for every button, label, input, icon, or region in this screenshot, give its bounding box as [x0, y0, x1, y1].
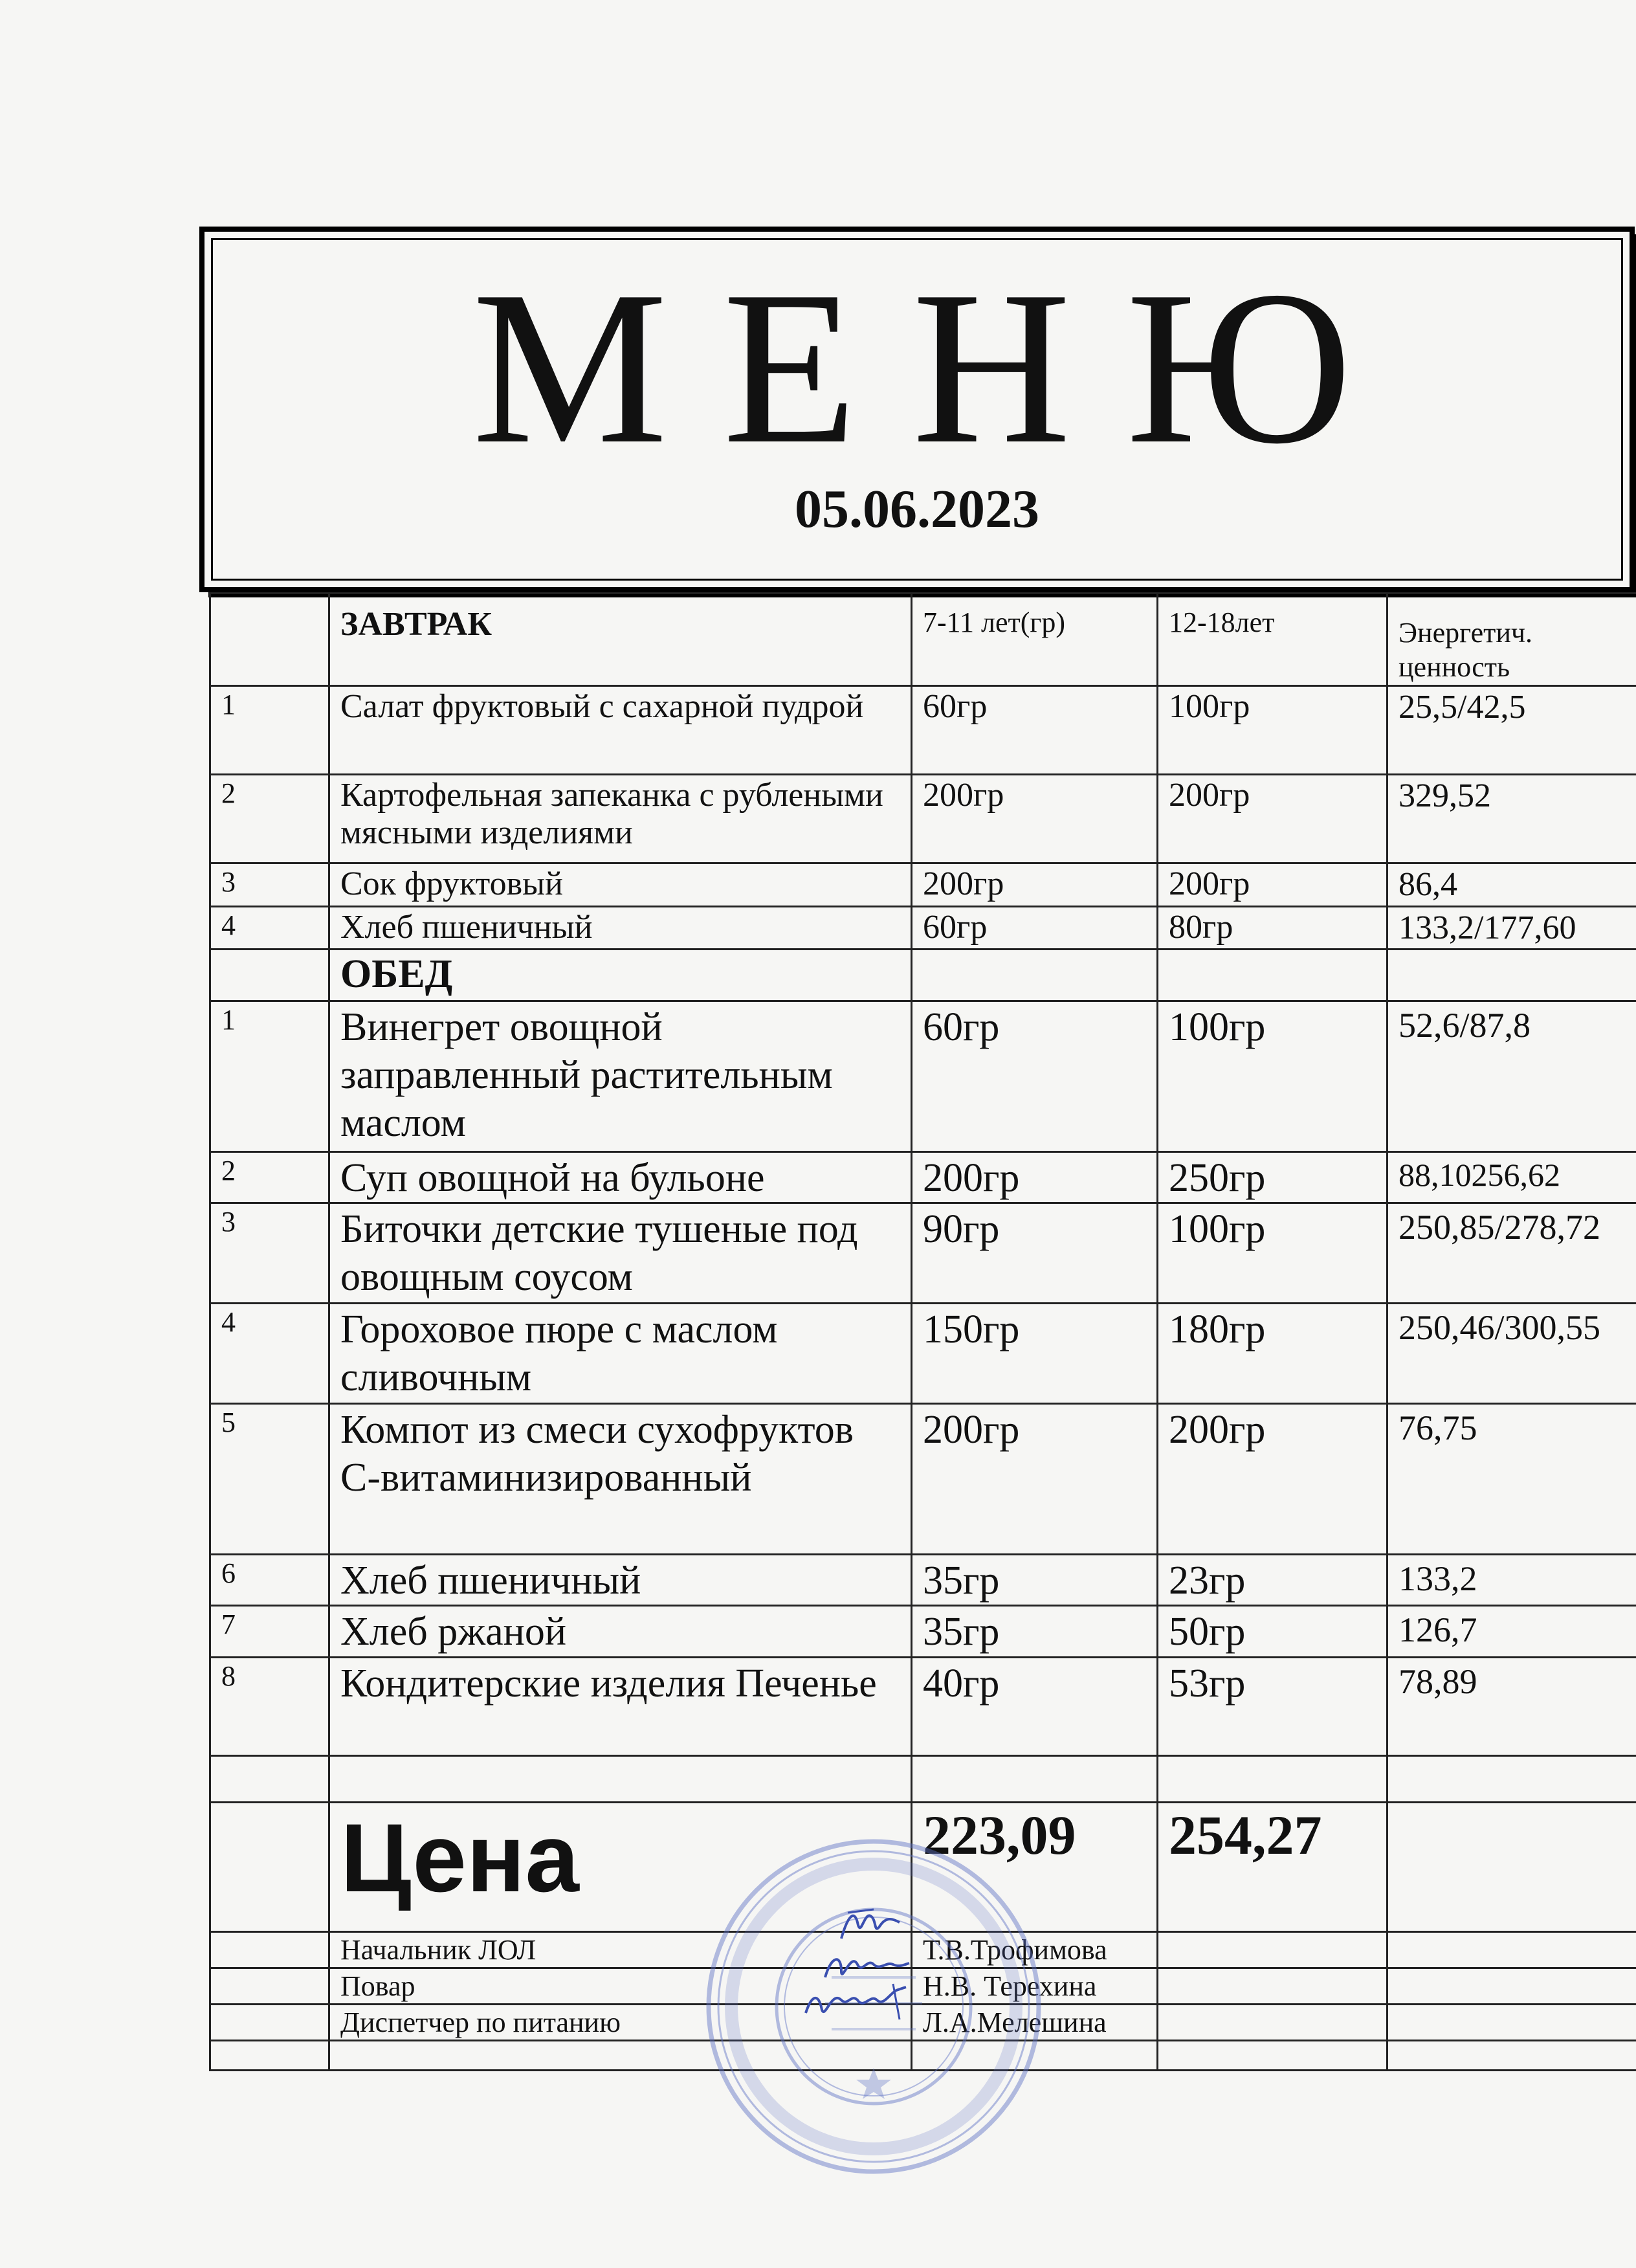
- col-age-7-11: 7-11 лет(гр): [912, 594, 1158, 686]
- signature-row: [210, 1968, 1636, 2004]
- item-energy: 133,2: [1387, 1554, 1636, 1605]
- table-row: [210, 1554, 1636, 1605]
- table-row: [210, 1657, 1636, 1755]
- item-num: 2: [210, 1151, 329, 1203]
- item-num: 3: [210, 863, 329, 906]
- item-energy: 76,75: [1387, 1403, 1636, 1554]
- empty-cell: [912, 1755, 1158, 1802]
- item-energy: 25,5/42,5: [1387, 685, 1636, 774]
- empty-row: [210, 1755, 1636, 1802]
- table-row: [210, 906, 1636, 949]
- item-weight-12-18: 100гр: [1158, 1203, 1387, 1303]
- breakfast-section-title: ЗАВТРАК: [329, 594, 912, 686]
- item-weight-7-11: 35гр: [912, 1554, 1158, 1605]
- empty-cell: [1158, 2040, 1387, 2070]
- breakfast-header-row: [210, 594, 1636, 686]
- item-energy: 52,6/87,8: [1387, 1001, 1636, 1151]
- table-row: [210, 1403, 1636, 1554]
- page-title: МЕНЮ: [472, 245, 1408, 489]
- empty-cell: [1387, 1968, 1636, 2004]
- empty-cell: [1158, 949, 1387, 1001]
- item-weight-7-11: 200гр: [912, 863, 1158, 906]
- signature-role: Повар: [329, 1968, 912, 2004]
- empty-cell: [210, 1755, 329, 1802]
- item-weight-7-11: 150гр: [912, 1303, 1158, 1403]
- item-energy: 250,46/300,55: [1387, 1303, 1636, 1403]
- item-weight-12-18: 180гр: [1158, 1303, 1387, 1403]
- item-weight-12-18: 23гр: [1158, 1554, 1387, 1605]
- item-num: 3: [210, 1203, 329, 1303]
- item-weight-12-18: 100гр: [1158, 1001, 1387, 1151]
- signature-role: Диспетчер по питанию: [329, 2004, 912, 2040]
- empty-cell: [1387, 1802, 1636, 1931]
- item-energy: 86,4: [1387, 863, 1636, 906]
- empty-cell: [210, 1802, 329, 1931]
- header-box: [199, 227, 1635, 592]
- empty-cell: [1387, 949, 1636, 1001]
- empty-cell: [1158, 1931, 1387, 1968]
- table-row: [210, 685, 1636, 774]
- item-name: Винегрет овощной заправленный растительным маслом: [329, 1001, 912, 1151]
- empty-cell: [1158, 1968, 1387, 2004]
- col-energy: Энергетич. ценность: [1387, 594, 1636, 686]
- table-row: [210, 1203, 1636, 1303]
- item-weight-12-18: 200гр: [1158, 774, 1387, 863]
- item-energy: 329,52: [1387, 774, 1636, 863]
- price-12-18: 254,27: [1158, 1802, 1387, 1931]
- signature-row: [210, 2004, 1636, 2040]
- item-weight-7-11: 60гр: [912, 685, 1158, 774]
- empty-cell: [1387, 1755, 1636, 1802]
- lunch-section-title: ОБЕД: [329, 949, 912, 1001]
- col-age-12-18: 12-18лет: [1158, 594, 1387, 686]
- item-weight-7-11: 90гр: [912, 1203, 1158, 1303]
- empty-cell: [210, 1968, 329, 2004]
- item-weight-7-11: 200гр: [912, 1403, 1158, 1554]
- price-label: Цена: [329, 1802, 912, 1931]
- item-weight-12-18: 53гр: [1158, 1657, 1387, 1755]
- empty-cell: [912, 949, 1158, 1001]
- table-row: [210, 1606, 1636, 1657]
- item-weight-7-11: 40гр: [912, 1657, 1158, 1755]
- empty-cell: [210, 1931, 329, 1968]
- item-num: 1: [210, 685, 329, 774]
- empty-row: [210, 2040, 1636, 2070]
- item-name: Суп овощной на бульоне: [329, 1151, 912, 1203]
- item-name: Биточки детские тушеные под овощным соусом: [329, 1203, 912, 1303]
- table-row: [210, 1001, 1636, 1151]
- signature-name: Т.В.Трофимова: [912, 1931, 1158, 1968]
- item-name: Картофельная запеканка с рублеными мясными изделиями: [329, 774, 912, 863]
- item-name: Кондитерские изделия Печенье: [329, 1657, 912, 1755]
- signature-name: Л.А.Мелешина: [912, 2004, 1158, 2040]
- table-row: [210, 774, 1636, 863]
- signature-role: Начальник ЛОЛ: [329, 1931, 912, 1968]
- empty-cell: [1387, 2040, 1636, 2070]
- item-weight-12-18: 80гр: [1158, 906, 1387, 949]
- item-name: Салат фруктовый с сахарной пудрой: [329, 685, 912, 774]
- item-name: Хлеб пшеничный: [329, 906, 912, 949]
- item-weight-7-11: 200гр: [912, 1151, 1158, 1203]
- item-name: Сок фруктовый: [329, 863, 912, 906]
- item-weight-12-18: 50гр: [1158, 1606, 1387, 1657]
- item-num: 1: [210, 1001, 329, 1151]
- item-name: Компот из смеси сухофруктов С-витаминизированный: [329, 1403, 912, 1554]
- item-weight-12-18: 200гр: [1158, 1403, 1387, 1554]
- empty-cell: [912, 2040, 1158, 2070]
- empty-cell: [210, 2004, 329, 2040]
- item-energy: 78,89: [1387, 1657, 1636, 1755]
- empty-cell: [1158, 1755, 1387, 1802]
- empty-cell: [1387, 2004, 1636, 2040]
- item-weight-7-11: 60гр: [912, 1001, 1158, 1151]
- item-num: 7: [210, 1606, 329, 1657]
- item-name: Хлеб ржаной: [329, 1606, 912, 1657]
- item-weight-7-11: 60гр: [912, 906, 1158, 949]
- price-row: [210, 1802, 1636, 1931]
- empty-cell: [1158, 2004, 1387, 2040]
- item-energy: 88,10256,62: [1387, 1151, 1636, 1203]
- header-num-cell: [210, 949, 329, 1001]
- empty-cell: [329, 1755, 912, 1802]
- item-weight-12-18: 200гр: [1158, 863, 1387, 906]
- header-num-cell: [210, 594, 329, 686]
- menu-table: [209, 592, 1636, 2071]
- table-row: [210, 863, 1636, 906]
- empty-cell: [329, 2040, 912, 2070]
- table-row: [210, 1303, 1636, 1403]
- item-num: 4: [210, 1303, 329, 1403]
- item-name: Хлеб пшеничный: [329, 1554, 912, 1605]
- menu-date: 05.06.2023: [795, 479, 1039, 539]
- price-7-11: 223,09: [912, 1802, 1158, 1931]
- item-energy: 126,7: [1387, 1606, 1636, 1657]
- signature-row: [210, 1931, 1636, 1968]
- item-weight-7-11: 35гр: [912, 1606, 1158, 1657]
- empty-cell: [1387, 1931, 1636, 1968]
- item-energy: 250,85/278,72: [1387, 1203, 1636, 1303]
- item-num: 5: [210, 1403, 329, 1554]
- item-name: Гороховое пюре с маслом сливочным: [329, 1303, 912, 1403]
- item-energy: 133,2/177,60: [1387, 906, 1636, 949]
- item-weight-12-18: 100гр: [1158, 685, 1387, 774]
- item-num: 4: [210, 906, 329, 949]
- item-num: 8: [210, 1657, 329, 1755]
- lunch-header-row: [210, 949, 1636, 1001]
- signature-name: Н.В. Терехина: [912, 1968, 1158, 2004]
- item-weight-12-18: 250гр: [1158, 1151, 1387, 1203]
- empty-cell: [210, 2040, 329, 2070]
- table-row: [210, 1151, 1636, 1203]
- item-num: 6: [210, 1554, 329, 1605]
- item-num: 2: [210, 774, 329, 863]
- item-weight-7-11: 200гр: [912, 774, 1158, 863]
